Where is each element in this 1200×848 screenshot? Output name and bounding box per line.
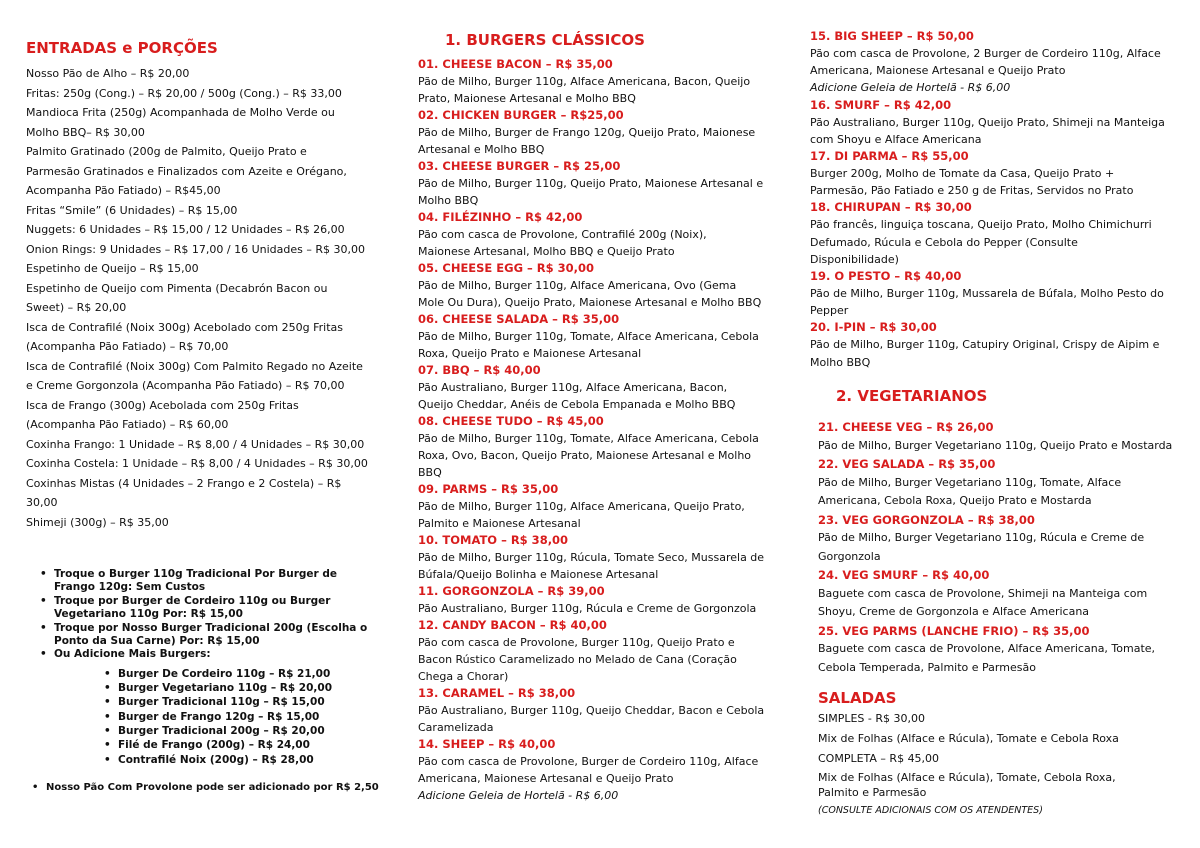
provolone-note: • Nosso Pão Com Provolone pode ser adicionado por R$ 2,50 xyxy=(32,781,380,794)
menu-item xyxy=(810,28,1195,97)
menu-item-desc: Caramelizada xyxy=(418,721,494,734)
vegetarianos-column xyxy=(818,386,1198,677)
menu-item-desc: com Shoyu e Alface Americana xyxy=(810,132,982,146)
salada-completa-desc-1: Mix de Folhas (Alface e Rúcula), Tomate, Cebola Roxa, xyxy=(818,771,1116,784)
menu-item xyxy=(818,566,1198,622)
entrada-line: Onion Rings: 9 Unidades – R$ 17,00 / 16 Unidades – R$ 30,00 xyxy=(26,242,365,256)
entrada-line: Nuggets: 6 Unidades – R$ 15,00 / 12 Unidades – R$ 26,00 xyxy=(26,223,345,236)
entradas-title: ENTRADAS e PORÇÕES xyxy=(26,39,218,57)
entrada-line: Fritas: 250g (Cong.) – R$ 20,00 / 500g (Cong.) – R$ 33,00 xyxy=(26,86,342,100)
menu-item xyxy=(418,685,788,736)
menu-item-desc: Disponibilidade) xyxy=(810,252,899,266)
menu-item-desc: Molho BBQ xyxy=(418,194,479,207)
menu-item-desc: BBQ xyxy=(418,466,442,479)
menu-item-desc: Pão de Milho, Burger 110g, Queijo Prato, Maionese Artesanal e xyxy=(418,177,764,190)
menu-item-desc: Queijo Cheddar, Anéis de Cebola Empanada e Molho BBQ xyxy=(418,398,736,411)
entrada-line: Fritas “Smile” (6 Unidades) – R$ 15,00 xyxy=(26,203,238,217)
vegetarianos-list xyxy=(818,418,1198,677)
menu-item-desc: Pão com casca de Provolone, 2 Burger de Cordeiro 110g, Alface xyxy=(810,47,1161,60)
menu-item xyxy=(418,209,788,260)
menu-item-desc: Pão de Milho, Burger de Frango 120g, Queijo Prato, Maionese xyxy=(418,126,756,139)
swap-option-item: • Troque o Burger 110g Tradicional Por Burger de Frango 120g: Sem Custos xyxy=(40,568,380,595)
menu-item-desc: Pão de Milho, Burger Vegetariano 110g, Tomate, Alface xyxy=(818,475,1122,489)
menu-item-name: 14. SHEEP – R$ 40,00 xyxy=(418,737,556,751)
especiais-list xyxy=(810,28,1195,371)
menu-item-name: 18. CHIRUPAN – R$ 30,00 xyxy=(810,200,972,215)
menu-item-name: 05. CHEESE EGG – R$ 30,00 xyxy=(418,261,595,275)
menu-item-desc: Artesanal e Molho BBQ xyxy=(418,143,545,156)
entrada-line: (Acompanha Pão Fatiado) – R$ 70,00 xyxy=(26,340,229,353)
menu-item-desc: Bacon Rústico Caramelizado no Melado de Cana (Coração xyxy=(418,653,737,666)
entrada-line: Parmesão Gratinados e Finalizados com Azeite e Orégano, xyxy=(26,164,347,178)
entrada-line: Coxinha Costela: 1 Unidade – R$ 8,00 / 4 Unidades – R$ 30,00 xyxy=(26,457,368,470)
menu-item xyxy=(810,148,1195,199)
entrada-line: Coxinha Frango: 1 Unidade – R$ 8,00 / 4 Unidades – R$ 30,00 xyxy=(26,437,365,451)
menu-item xyxy=(418,260,788,311)
menu-item xyxy=(818,455,1198,511)
swap-option-item: • Troque por Burger de Cordeiro 110g ou Burger Vegetariano 110g Por: R$ 15,00 xyxy=(40,595,380,622)
menu-item-desc: Cebola Temperada, Palmito e Parmesão xyxy=(818,660,1036,674)
menu-item-name: 02. CHICKEN BURGER – R$25,00 xyxy=(418,108,624,122)
menu-item-desc: Americana, Cebola Roxa, Queijo Prato e Mostarda xyxy=(818,494,1092,507)
menu-item-name: 20. I-PIN – R$ 30,00 xyxy=(810,320,937,335)
menu-item-desc: Maionese Artesanal, Molho BBQ e Queijo Prato xyxy=(418,245,675,258)
menu-item-name: 01. CHEESE BACON – R$ 35,00 xyxy=(418,57,613,71)
menu-item-desc: Americana, Maionese Artesanal e Queijo Prato xyxy=(810,64,1066,78)
menu-item-note: Adicione Geleia de Hortelã - R$ 6,00 xyxy=(810,81,1011,95)
entrada-line: Espetinho de Queijo com Pimenta (Decabrón Bacon ou xyxy=(26,281,328,295)
menu-item-desc: Pão de Milho, Burger 110g, Rúcula, Tomate Seco, Mussarela de xyxy=(418,551,765,564)
menu-item xyxy=(418,736,788,804)
extra-burger-item: • Burger Tradicional 110g – R$ 15,00 xyxy=(104,695,380,709)
adicionais-note: (CONSULTE ADICIONAIS COM OS ATENDENTES) xyxy=(818,805,1043,816)
entrada-line: (Acompanha Pão Fatiado) – R$ 60,00 xyxy=(26,418,229,431)
swap-option-item: • Troque por Nosso Burger Tradicional 200g (Escolha o Ponto da Sua Carne) Por: R$ 15,00 xyxy=(40,622,380,649)
menu-item xyxy=(810,199,1195,268)
menu-item-name: 22. VEG SALADA – R$ 35,00 xyxy=(818,457,996,471)
salada-completa-desc-2: Palmito e Parmesão xyxy=(818,786,927,799)
menu-item xyxy=(810,97,1195,148)
entrada-line: Isca de Contrafilé (Noix 300g) Com Palmito Regado no Azeite xyxy=(26,359,363,373)
menu-item-name: 16. SMURF – R$ 42,00 xyxy=(810,97,952,112)
swap-options-list xyxy=(40,568,380,662)
menu-item-desc: Molho BBQ xyxy=(810,355,871,369)
menu-item-desc: Pão de Milho, Burger 110g, Tomate, Alface Americana, Cebola xyxy=(418,330,759,343)
menu-item-desc: Pão de Milho, Burger 110g, Alface Americana, Ovo (Gema xyxy=(418,279,737,292)
menu-item xyxy=(818,418,1198,455)
entrada-line: 30,00 xyxy=(26,496,58,509)
entrada-line: Isca de Frango (300g) Acebolada com 250g Fritas xyxy=(26,398,299,412)
extra-burger-item: • Burger De Cordeiro 110g – R$ 21,00 xyxy=(104,667,380,681)
menu-item xyxy=(418,107,788,158)
menu-item-desc: Pão de Milho, Burger 110g, Catupiry Original, Crispy de Aipim e xyxy=(810,338,1160,352)
menu-item-name: 19. O PESTO – R$ 40,00 xyxy=(810,269,962,284)
menu-item-desc: Pão Australiano, Burger 110g, Alface Americana, Bacon, xyxy=(418,381,728,394)
entrada-line: e Creme Gorgonzola (Acompanha Pão Fatiado) – R$ 70,00 xyxy=(26,379,345,392)
especiais-column xyxy=(810,28,1195,371)
menu-item-name: 08. CHEESE TUDO – R$ 45,00 xyxy=(418,414,604,428)
menu-item xyxy=(810,319,1195,370)
menu-item-name: 21. CHEESE VEG – R$ 26,00 xyxy=(818,420,994,434)
menu-item-desc: Pepper xyxy=(810,304,849,318)
entrada-line: Molho BBQ– R$ 30,00 xyxy=(26,125,145,139)
vegetarianos-title: 2. VEGETARIANOS xyxy=(836,387,988,405)
menu-item-name: 10. TOMATO – R$ 38,00 xyxy=(418,533,569,547)
entrada-line: Espetinho de Queijo – R$ 15,00 xyxy=(26,262,199,275)
extra-burger-item: • Burger de Frango 120g – R$ 15,00 xyxy=(104,710,380,724)
entrada-line: Sweet) – R$ 20,00 xyxy=(26,301,127,314)
entrada-line: Coxinhas Mistas (4 Unidades – 2 Frango e 2 Costela) – R$ xyxy=(26,476,342,490)
menu-item-desc: Pão com casca de Provolone, Contrafilé 200g (Noix), xyxy=(418,228,707,241)
menu-item-name: 24. VEG SMURF – R$ 40,00 xyxy=(818,568,990,582)
menu-item-desc: Pão Australiano, Burger 110g, Queijo Cheddar, Bacon e Cebola xyxy=(418,704,765,717)
menu-item-desc: Prato, Maionese Artesanal e Molho BBQ xyxy=(418,92,636,105)
salada-simples: SIMPLES - R$ 30,00 xyxy=(818,712,926,725)
menu-item xyxy=(418,532,788,583)
saladas-section xyxy=(818,688,1198,818)
menu-item-name: 04. FILÉZINHO – R$ 42,00 xyxy=(418,210,583,224)
menu-item xyxy=(418,583,788,617)
menu-item-desc: Shoyu, Creme de Gorgonzola e Alface Americana xyxy=(818,605,1090,618)
classicos-column xyxy=(418,30,788,804)
entrada-line: Nosso Pão de Alho – R$ 20,00 xyxy=(26,67,190,80)
menu-item-name: 15. BIG SHEEP – R$ 50,00 xyxy=(810,29,974,43)
menu-item-desc: Roxa, Ovo, Bacon, Queijo Prato, Maionese Artesanal e Molho xyxy=(418,449,752,462)
menu-item-desc: Roxa, Queijo Prato e Maionese Artesanal xyxy=(418,347,642,360)
menu-item-desc: Baguete com casca de Provolone, Shimeji na Manteiga com xyxy=(818,586,1148,600)
entradas-column xyxy=(26,38,396,532)
burger-notes xyxy=(40,568,380,794)
menu-item-desc: Pão de Milho, Burger Vegetariano 110g, Rúcula e Creme de xyxy=(818,531,1145,544)
menu-item xyxy=(810,268,1195,319)
menu-item-desc: Pão de Milho, Burger 110g, Tomate, Alface Americana, Cebola xyxy=(418,432,759,445)
menu-item-desc: Chega a Chorar) xyxy=(418,670,509,683)
menu-item-name: 06. CHEESE SALADA – R$ 35,00 xyxy=(418,312,620,326)
classicos-title: 1. BURGERS CLÁSSICOS xyxy=(445,31,645,49)
menu-item-desc: Pão de Milho, Burger 110g, Mussarela de Búfala, Molho Pesto do xyxy=(810,287,1164,301)
extra-burger-item: • Burger Tradicional 200g – R$ 20,00 xyxy=(104,724,380,738)
salada-simples-desc: Mix de Folhas (Alface e Rúcula), Tomate e Cebola Roxa xyxy=(818,732,1119,745)
extra-burger-item: • Burger Vegetariano 110g – R$ 20,00 xyxy=(104,681,380,695)
menu-item-desc: Baguete com casca de Provolone, Alface Americana, Tomate, xyxy=(818,642,1156,655)
menu-item-desc: Parmesão, Pão Fatiado e 250 g de Fritas, Servidos no Prato xyxy=(810,184,1134,198)
menu-item-name: 12. CANDY BACON – R$ 40,00 xyxy=(418,618,607,632)
menu-item-desc: Búfala/Queijo Bolinha e Maionese Artesanal xyxy=(418,568,659,581)
menu-item xyxy=(418,413,788,481)
menu-item-name: 25. VEG PARMS (LANCHE FRIO) – R$ 35,00 xyxy=(818,623,1090,638)
menu-item-name: 11. GORGONZOLA – R$ 39,00 xyxy=(418,584,605,598)
menu-item-desc: Pão francês, linguiça toscana, Queijo Prato, Molho Chimichurri xyxy=(810,218,1152,232)
menu-item-desc: Mole Ou Dura), Queijo Prato, Maionese Artesanal e Molho BBQ xyxy=(418,296,762,309)
menu-item-desc: Pão com casca de Provolone, Burger de Cordeiro 110g, Alface xyxy=(418,755,759,768)
entrada-line: Isca de Contrafilé (Noix 300g) Acebolado com 250g Fritas xyxy=(26,320,344,334)
menu-item-desc: Defumado, Rúcula e Cebola do Pepper (Consulte xyxy=(810,235,1078,249)
menu-item xyxy=(418,617,788,685)
extra-burger-item: • Contrafilé Noix (200g) – R$ 28,00 xyxy=(104,753,380,767)
menu-item-name: 09. PARMS – R$ 35,00 xyxy=(418,482,559,496)
menu-item-name: 07. BBQ – R$ 40,00 xyxy=(418,363,541,377)
menu-item xyxy=(418,362,788,413)
entrada-line: Palmito Gratinado (200g de Palmito, Queijo Prato e xyxy=(26,145,307,158)
menu-item-desc: Pão de Milho, Burger 110g, Alface Americana, Queijo Prato, xyxy=(418,500,745,513)
extra-burgers-list xyxy=(104,667,380,767)
menu-item-desc: Pão com casca de Provolone, Burger 110g, Queijo Prato e xyxy=(418,636,735,649)
menu-item-desc: Pão de Milho, Burger Vegetariano 110g, Queijo Prato e Mostarda xyxy=(818,438,1173,452)
menu-item-name: 17. DI PARMA – R$ 55,00 xyxy=(810,149,969,164)
menu-item-desc: Pão de Milho, Burger 110g, Alface Americana, Bacon, Queijo xyxy=(418,75,751,88)
swap-option-item: • Ou Adicione Mais Burgers: xyxy=(40,648,380,661)
entrada-line: Mandioca Frita (250g) Acompanhada de Molho Verde ou xyxy=(26,106,335,119)
menu-item-name: 03. CHEESE BURGER – R$ 25,00 xyxy=(418,159,621,173)
menu-item xyxy=(418,56,788,107)
salada-completa: COMPLETA – R$ 45,00 xyxy=(818,752,940,765)
classicos-list xyxy=(418,56,788,804)
menu-item-desc: Gorgonzola xyxy=(818,549,881,563)
entrada-line: Acompanha Pão Fatiado) – R$45,00 xyxy=(26,184,221,197)
entrada-line: Shimeji (300g) – R$ 35,00 xyxy=(26,515,169,529)
menu-item-desc: Palmito e Maionese Artesanal xyxy=(418,517,581,530)
menu-item-desc: Americana, Maionese Artesanal e Queijo Prato xyxy=(418,772,674,785)
menu-item xyxy=(418,481,788,532)
menu-item-desc: Pão Australiano, Burger 110g, Rúcula e Creme de Gorgonzola xyxy=(418,602,757,615)
menu-item xyxy=(418,311,788,362)
menu-item-name: 23. VEG GORGONZOLA – R$ 38,00 xyxy=(818,512,1035,527)
extra-burger-item: • Filé de Frango (200g) – R$ 24,00 xyxy=(104,738,380,752)
menu-item-name: 13. CARAMEL – R$ 38,00 xyxy=(418,686,576,700)
menu-item xyxy=(418,158,788,209)
menu-item xyxy=(818,511,1198,567)
entradas-list xyxy=(26,64,396,532)
menu-item-desc: Pão Australiano, Burger 110g, Queijo Prato, Shimeji na Manteiga xyxy=(810,115,1165,129)
menu-item-note: Adicione Geleia de Hortelã - R$ 6,00 xyxy=(418,789,619,802)
menu-item xyxy=(818,622,1198,678)
saladas-title: SALADAS xyxy=(818,689,897,707)
menu-item-desc: Burger 200g, Molho de Tomate da Casa, Queijo Prato + xyxy=(810,167,1115,181)
